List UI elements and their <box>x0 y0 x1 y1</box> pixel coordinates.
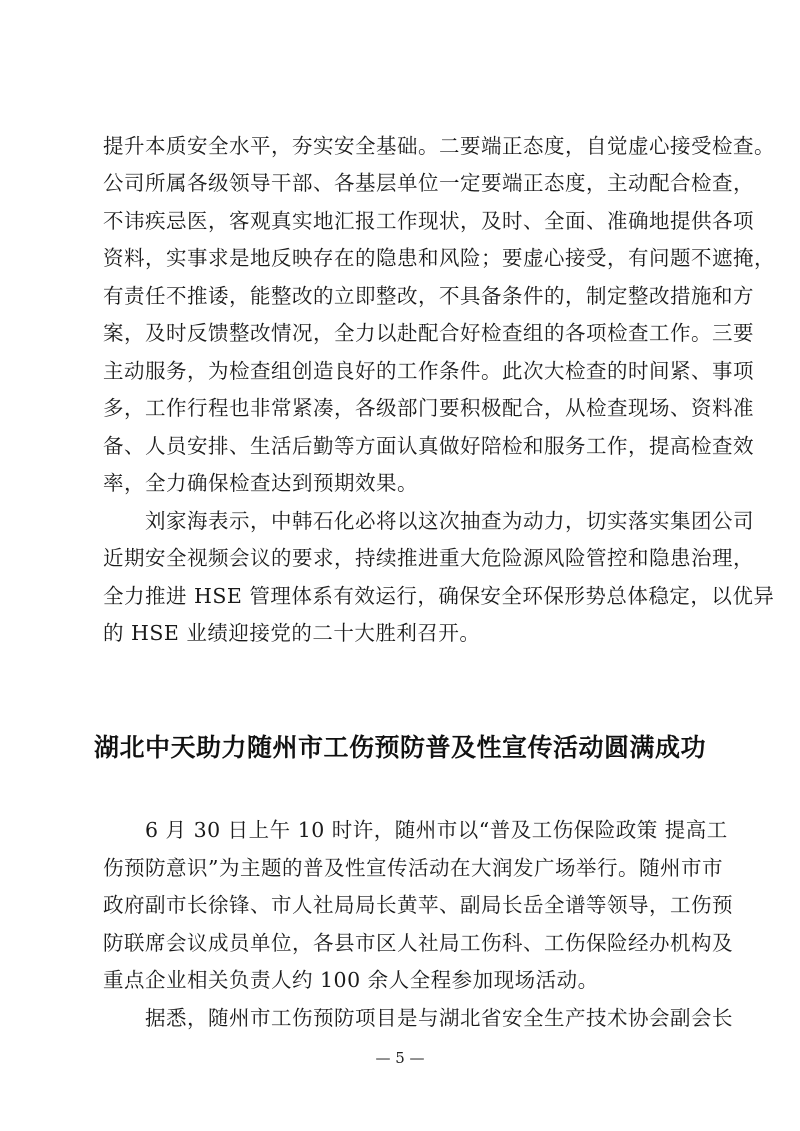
text-line: 全力推进 HSE 管理体系有效运行，确保安全环保形势总体稳定，以优异 <box>103 584 775 608</box>
text-line: 案，及时反馈整改情况，全力以赴配合好检查组的各项检查工作。三要 <box>103 321 754 345</box>
text-line: 伤预防意识”为主题的普及性宣传活动在大润发广场举行。随州市市 <box>103 856 723 880</box>
text-line: 刘家海表示，中韩石化必将以这次抽查为动力，切实落实集团公司 <box>145 509 754 533</box>
text-line: 的 HSE 业绩迎接党的二十大胜利召开。 <box>103 621 481 645</box>
text-line: 多，工作行程也非常紧凑，各级部门要积极配合，从检查现场、资料准 <box>103 396 754 420</box>
text-line: 近期安全视频会议的要求，持续推进重大危险源风险管控和隐患治理， <box>103 546 754 570</box>
text-line: 备、人员安排、生活后勤等方面认真做好陪检和服务工作，提高检查效 <box>103 434 754 458</box>
text-line: 资料，实事求是地反映存在的隐患和风险；要虚心接受，有问题不遮掩， <box>103 246 775 270</box>
text-line: 据悉，随州市工伤预防项目是与湖北省安全生产技术协会副会长 <box>145 1006 733 1030</box>
text-line: 不讳疾忌医，客观真实地汇报工作现状，及时、全面、准确地提供各项 <box>103 209 754 233</box>
page-number: — 5 — <box>375 1049 425 1067</box>
text-line: 有责任不推诿，能整改的立即整改，不具备条件的，制定整改措施和方 <box>103 284 754 308</box>
text-line: 提升本质安全水平，夯实安全基础。二要端正态度，自觉虚心接受检查。 <box>103 134 775 158</box>
text-line: 率，全力确保检查达到预期效果。 <box>103 471 418 495</box>
text-line: 重点企业相关负责人约 100 余人全程参加现场活动。 <box>103 968 599 992</box>
text-line: 主动服务，为检查组创造良好的工作条件。此次大检查的时间紧、事项 <box>103 359 754 383</box>
text-line: 公司所属各级领导干部、各基层单位一定要端正态度，主动配合检查， <box>103 171 754 195</box>
text-line: 6 月 30 日上午 10 时许，随州市以“普及工伤保险政策 提高工 <box>145 818 728 842</box>
text-line: 防联席会议成员单位，各县市区人社局工伤科、工伤保险经办机构及 <box>103 931 733 955</box>
article-title: 湖北中天助力随州市工伤预防普及性宣传活动圆满成功 <box>93 733 706 762</box>
text-line: 政府副市长徐锋、市人社局局长黄苹、副局长岳全谱等领导，工伤预 <box>103 893 733 917</box>
